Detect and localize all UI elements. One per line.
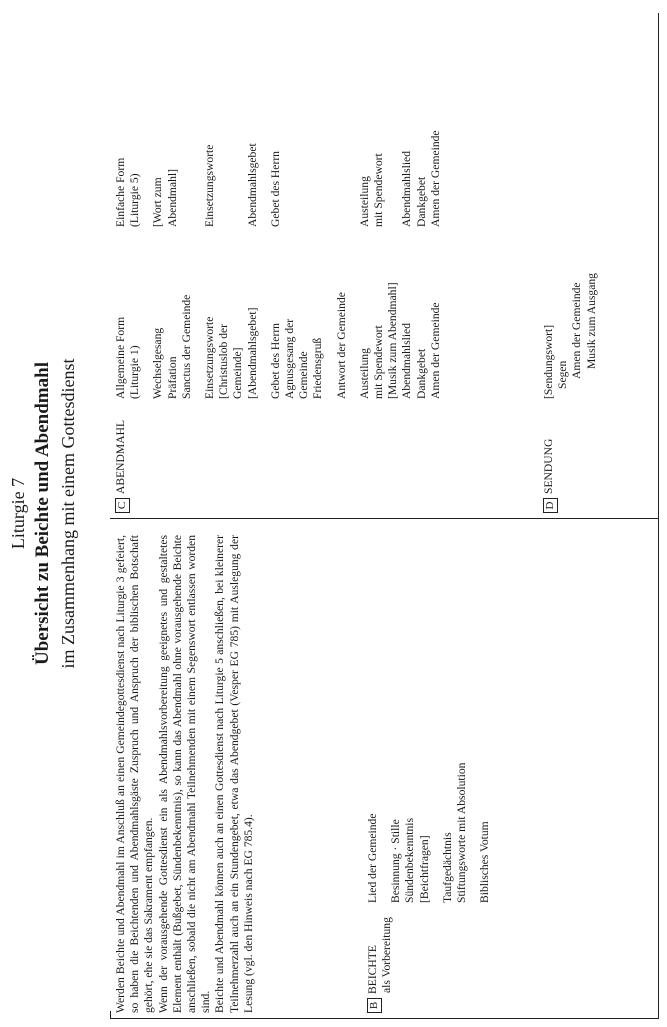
list-item: Präfation xyxy=(165,356,179,399)
list-spacer xyxy=(142,282,151,399)
list-item: Segen xyxy=(556,360,570,389)
list-item: Dankgebet xyxy=(414,348,428,399)
section-c-simple-form xyxy=(114,130,443,227)
list-item: Sündenbekenntnis xyxy=(403,817,417,903)
list-item: Friedensgruß xyxy=(311,337,325,399)
list-item: Biblisches Votum xyxy=(478,821,492,903)
section-b-letter: B xyxy=(367,998,382,1013)
list-item: Dankgebet xyxy=(414,176,428,227)
list-item: Taufgedächtnis xyxy=(440,832,454,903)
list-spacer xyxy=(432,763,441,903)
list-item: [Christuslob der xyxy=(217,323,231,399)
list-item: Austeilung xyxy=(357,176,371,227)
list-item: Gebet des Herrn xyxy=(268,151,282,227)
list-spacer xyxy=(326,130,335,227)
list-spacer xyxy=(180,130,194,227)
list-spacer xyxy=(283,130,326,227)
list-spacer xyxy=(260,130,269,227)
list-item: (Liturgie 5) xyxy=(128,173,142,227)
list-item: Abendmahlslied xyxy=(400,323,414,399)
section-b-list xyxy=(366,763,492,903)
section-d-name: SENDUNG xyxy=(542,438,555,494)
right-bottom-rule xyxy=(658,13,659,519)
list-spacer xyxy=(326,282,335,399)
list-item: [Beichtfragen] xyxy=(417,835,431,903)
page-header xyxy=(6,0,80,1027)
list-item: Wechselgesang xyxy=(151,327,165,399)
left-bottom-rule xyxy=(658,519,659,1019)
list-item: Amen der Gemeinde xyxy=(428,302,442,399)
left-top-tick xyxy=(110,1011,111,1019)
list-spacer xyxy=(142,130,151,227)
list-spacer xyxy=(349,130,358,227)
list-item: Amen der Gemeinde xyxy=(428,130,442,227)
list-item: Agnusgesang der xyxy=(283,318,297,399)
page-title: Übersicht zu Beichte und Abendmahl xyxy=(32,362,53,665)
left-column-rule xyxy=(110,1018,658,1019)
list-spacer xyxy=(380,763,389,903)
section-d-heading xyxy=(542,439,558,513)
section-b-subtitle: als Vorbereitung xyxy=(380,917,393,993)
list-item: mit Spendewort xyxy=(372,325,386,399)
intro-paragraph-3: Beichte und Abendmahl können auch an einen Gottesdienst nach Liturgie 5 anschließen, bei kleinerer Teilnehmerzahl auch an ein Stundengebet, etwa das Abendgebet (Vesper EG 785) mit Auslegung der Lesung (vgl. den Hinweis nach EG 785.4). xyxy=(213,535,255,1013)
list-item: [Musik zum Abendmahl] xyxy=(386,282,400,399)
list-item: Sanctus der Gemeinde xyxy=(179,294,193,399)
list-item: [Abendmahlsgebet] xyxy=(245,307,259,399)
list-item: [Wort zum xyxy=(151,177,165,227)
list-item: Abendmahl] xyxy=(165,169,179,227)
list-item: Abendmahlsgebet xyxy=(245,143,259,227)
right-bottom-tick xyxy=(658,13,659,21)
list-spacer xyxy=(260,282,269,399)
list-spacer xyxy=(335,130,349,227)
list-item: Gemeinde xyxy=(297,351,311,399)
intro-text xyxy=(114,535,256,1013)
section-d-letter: D xyxy=(543,498,558,513)
list-spacer xyxy=(469,763,478,903)
intro-paragraph-1: Werden Beichte und Abendmahl im Anschluß an einen Gemeindegottesdienst nach Liturgie 3 gefeiert, so haben die Beichtenden und Abendmahlsgäste Zuspruch und Anspruch der biblischen Botschaft gehört, ehe sie das Sakrament empfangen. xyxy=(114,535,156,1013)
list-spacer xyxy=(217,130,245,227)
list-item: Amen der Gemeinde xyxy=(570,282,584,379)
list-spacer xyxy=(386,130,400,227)
list-item: Stiftungsworte mit Absolution xyxy=(455,762,469,903)
list-item: Gemeinde] xyxy=(231,347,245,399)
list-item: Einfache Form xyxy=(114,157,127,227)
list-spacer xyxy=(349,282,358,399)
list-item: [Sendungswort] xyxy=(542,324,555,399)
list-item: Einsetzungsworte xyxy=(203,316,217,399)
list-item: Besinnung · Stille xyxy=(389,819,403,903)
list-item: Antwort der Gemeinde xyxy=(334,292,348,399)
page-subtitle: im Zusammenhang mit einem Gottesdienst xyxy=(58,358,78,669)
list-item: (Liturgie 1) xyxy=(128,345,142,399)
section-c-name: ABENDMAHL xyxy=(114,419,127,494)
list-item: Musik zum Ausgang xyxy=(584,273,598,369)
list-item: Austeilung xyxy=(357,348,371,399)
list-item: Abendmahlslied xyxy=(400,151,414,227)
intro-paragraph-2: Wenn der vorausgehende Gottesdienst ein als Abendmahlsvorbereitung geeignetes und gestaltetes Element enthält (Bußgebet, Sündenbekenntnis), so kann das Abendmahl ohne vorausgehende Beichte anschließen, sobald die nicht am Abendmahl Teilnehmenden mit einem Segenswort entlassen worden sind. xyxy=(156,535,213,1013)
list-item: mit Spendewort xyxy=(371,153,385,227)
section-b-name: BEICHTE xyxy=(366,945,379,994)
list-item: Gebet des Herrn xyxy=(268,323,282,399)
list-spacer xyxy=(194,282,203,399)
list-item: Einsetzungsworte xyxy=(203,144,216,227)
liturgy-number: Liturgie 7 xyxy=(8,477,28,550)
section-c-heading xyxy=(114,420,130,513)
section-d-list xyxy=(542,273,599,399)
section-c-general-form xyxy=(114,282,443,399)
list-item: Allgemeine Form xyxy=(114,316,127,399)
middle-column-rule xyxy=(110,518,658,519)
list-item: Lied der Gemeinde xyxy=(366,813,379,903)
section-c-letter: C xyxy=(115,498,130,513)
list-spacer xyxy=(194,130,203,227)
